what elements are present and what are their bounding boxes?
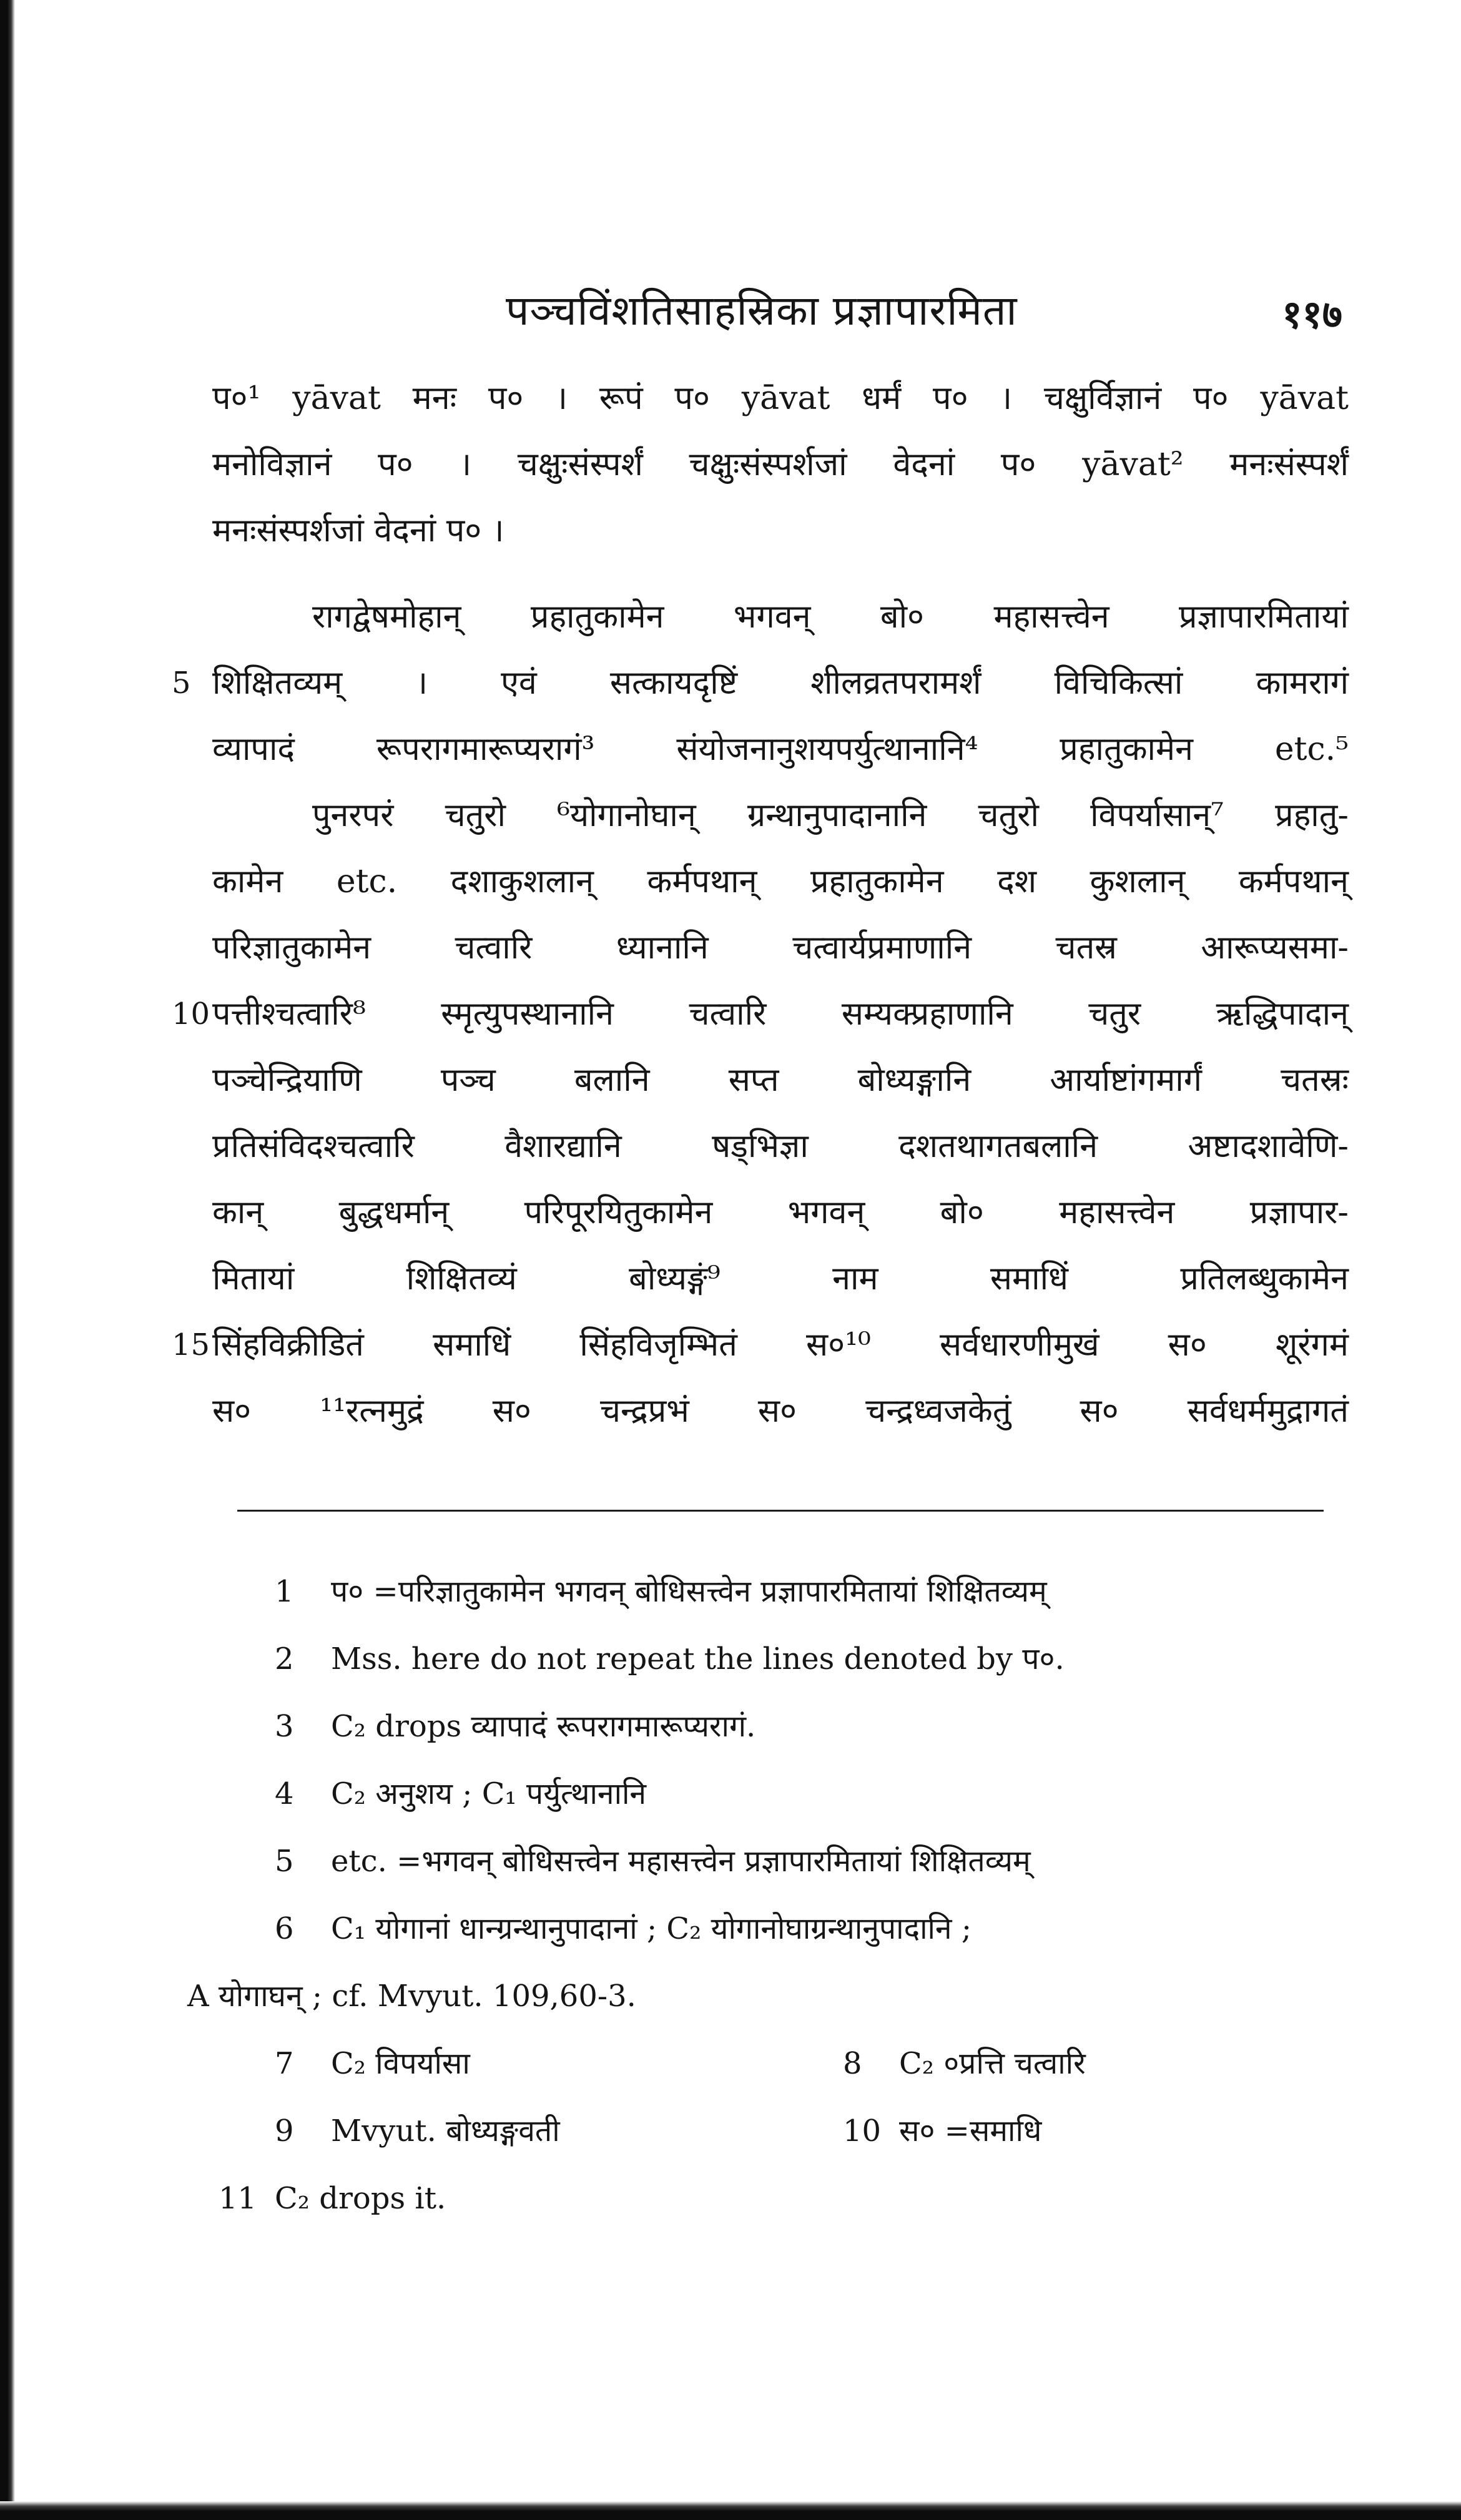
text-line — [137, 431, 1349, 498]
text-line — [137, 1378, 1349, 1444]
footnote-continuation — [181, 1962, 1336, 2030]
footnote-text: C₂ अनुशय ; C₁ पर्युत्थानानि — [331, 1776, 647, 1811]
line-text: मनोविज्ञानं प० । चक्षुःसंस्पर्शं चक्षुःसंस्पर्शजां वेदनां प० yāvat² मनःसंस्पर्शं — [212, 446, 1349, 483]
text-line — [137, 1179, 1349, 1246]
footnote-number: 6 — [275, 1911, 294, 1946]
footnotes — [181, 1558, 1336, 2232]
text-line — [137, 498, 1349, 564]
line-text: प्रतिसंविदश्चत्वारि वैशारद्यानि षड्भिज्ञा दशतथागतबलानि अष्टादशावेणि- — [212, 1128, 1349, 1165]
line-text: पञ्चेन्द्रियाणि पञ्च बलानि सप्त बोध्यङ्गानि आर्याष्टांगमार्गं चतस्रः — [212, 1061, 1349, 1099]
footnote-number: 9 — [275, 2114, 294, 2148]
footnote — [181, 1828, 1336, 1895]
line-text: पुनरपरं चतुरो ⁶योगानोघान् ग्रन्थानुपादानानि चतुरो विपर्यासान्⁷ प्रहातु- — [312, 797, 1349, 834]
footnote-number: 4 — [275, 1776, 294, 1811]
page-number: ११७ — [1282, 292, 1342, 337]
footnote-number: 8 — [843, 2046, 862, 2081]
text-line — [137, 849, 1349, 915]
line-text: रागद्वेषमोहान् प्रहातुकामेन भगवन् बो० महासत्त्वेन प्रज्ञापारमितायां — [312, 598, 1349, 636]
footnote-number: 2 — [275, 1641, 294, 1676]
footnote-text: A योगाघन् ; cf. Mvyut. 109,60-3. — [187, 1979, 636, 2014]
page-edge-left — [0, 0, 15, 2520]
running-title: पञ्चविंशतिसाहस्रिका प्रज्ञापारमिता — [506, 287, 1018, 335]
footnote-number: 7 — [275, 2046, 294, 2081]
footnote — [843, 2097, 1041, 2165]
footnote-text: स० =समाधि — [899, 2114, 1042, 2148]
footnote — [181, 1558, 1336, 1625]
text-line — [137, 365, 1349, 431]
footnote-number: 11 — [219, 2181, 257, 2216]
footnote-text: C₂ drops व्यापादं रूपरागमारूप्यरागं. — [331, 1709, 756, 1744]
footnote-text: C₂ ०प्रत्ति चत्वारि — [899, 2046, 1086, 2081]
main-text — [137, 365, 1349, 1444]
footnote-text: Mss. here do not repeat the lines denoted by प०. — [331, 1641, 1065, 1676]
line-text: शिक्षितव्यम् । एवं सत्कायदृष्टिं शीलव्रतपरामर्शं विचिकित्सां कामरागं — [212, 664, 1349, 702]
line-number: 10 — [172, 997, 210, 1031]
footnote — [843, 2030, 1086, 2097]
page-edge-bottom — [0, 2501, 1461, 2520]
line-text: मितायां शिक्षितव्यं बोध्यङ्गं⁹ नाम समाधिं प्रतिलब्धुकामेन — [212, 1260, 1349, 1297]
text-line — [137, 1246, 1349, 1312]
line-number: 5 — [172, 666, 191, 701]
footnote-text: C₂ drops it. — [275, 2181, 446, 2216]
text-line — [137, 782, 1349, 849]
line-text: पत्तीश्चत्वारि⁸ स्मृत्युपस्थानानि चत्वारि सम्यक्प्रहाणानि चतुर ऋद्धिपादान् — [212, 995, 1349, 1033]
footnote-number: 10 — [843, 2114, 882, 2148]
line-text: परिज्ञातुकामेन चत्वारि ध्यानानि चत्वार्यप्रमाणानि चतस्र आरूप्यसमा- — [212, 929, 1349, 967]
footnote — [181, 1895, 1336, 1962]
footnote — [181, 2165, 1336, 2232]
text-line — [137, 716, 1349, 782]
line-text: कान् बुद्धधर्मान् परिपूरयितुकामेन भगवन् बो० महासत्त्वेन प्रज्ञापार- — [212, 1194, 1349, 1231]
footnote — [181, 1693, 1336, 1760]
footnote-number: 5 — [275, 1844, 294, 1879]
footnote-pair — [181, 2030, 1336, 2097]
footnote-text: प० =परिज्ञातुकामेन भगवन् बोधिसत्त्वेन प्रज्ञापारमितायां शिक्षितव्यम् — [331, 1574, 1047, 1609]
footnote-divider — [237, 1510, 1324, 1512]
footnote-pair — [181, 2097, 1336, 2165]
footnote — [181, 1760, 1336, 1828]
footnote — [275, 2030, 470, 2097]
line-text: स० ¹¹रत्नमुद्रं स० चन्द्रप्रभं स० चन्द्रध्वजकेतुं स० सर्वधर्ममुद्रागतं — [212, 1392, 1349, 1430]
line-text: व्यापादं रूपरागमारूप्यरागं³ संयोजनानुशयपर्युत्थानानि⁴ प्रहातुकामेन etc.⁵ — [212, 731, 1349, 768]
text-line — [137, 1113, 1349, 1179]
line-text: कामेन etc. दशाकुशलान् कर्मपथान् प्रहातुकामेन दश कुशलान् कर्मपथान् — [212, 863, 1349, 900]
footnote-text: C₂ विपर्यासा — [331, 2046, 470, 2081]
text-line — [137, 915, 1349, 981]
text-line — [137, 1312, 1349, 1378]
page-header — [206, 268, 1367, 343]
footnote — [181, 1625, 1336, 1693]
text-line — [137, 1047, 1349, 1113]
footnote-text: etc. =भगवन् बोधिसत्त्वेन महासत्त्वेन प्रज्ञापारमितायां शिक्षितव्यम् — [331, 1844, 1031, 1879]
line-text: प०¹ yāvat मनः प० । रूपं प० yāvat धर्मं प० । चक्षुर्विज्ञानं प० yāvat — [212, 380, 1349, 417]
footnote-text: Mvyut. बोध्यङ्गवती — [331, 2114, 560, 2148]
footnote-text: C₁ योगानां धान्ग्रन्थानुपादानां ; C₂ योगानोघाग्रन्थानुपादानि ; — [331, 1911, 972, 1946]
line-text: सिंहविक्रीडितं समाधिं सिंहविजृम्भितं स०¹⁰ सर्वधारणीमुखं स० शूरंगमं — [212, 1326, 1349, 1364]
text-line — [137, 981, 1349, 1047]
text-line — [137, 650, 1349, 716]
line-text: मनःसंस्पर्शजां वेदनां प० । — [212, 512, 504, 549]
footnote — [275, 2097, 560, 2165]
footnote-number: 1 — [275, 1574, 294, 1609]
line-number: 15 — [172, 1327, 210, 1362]
text-line — [137, 584, 1349, 650]
footnote-number: 3 — [275, 1709, 294, 1744]
